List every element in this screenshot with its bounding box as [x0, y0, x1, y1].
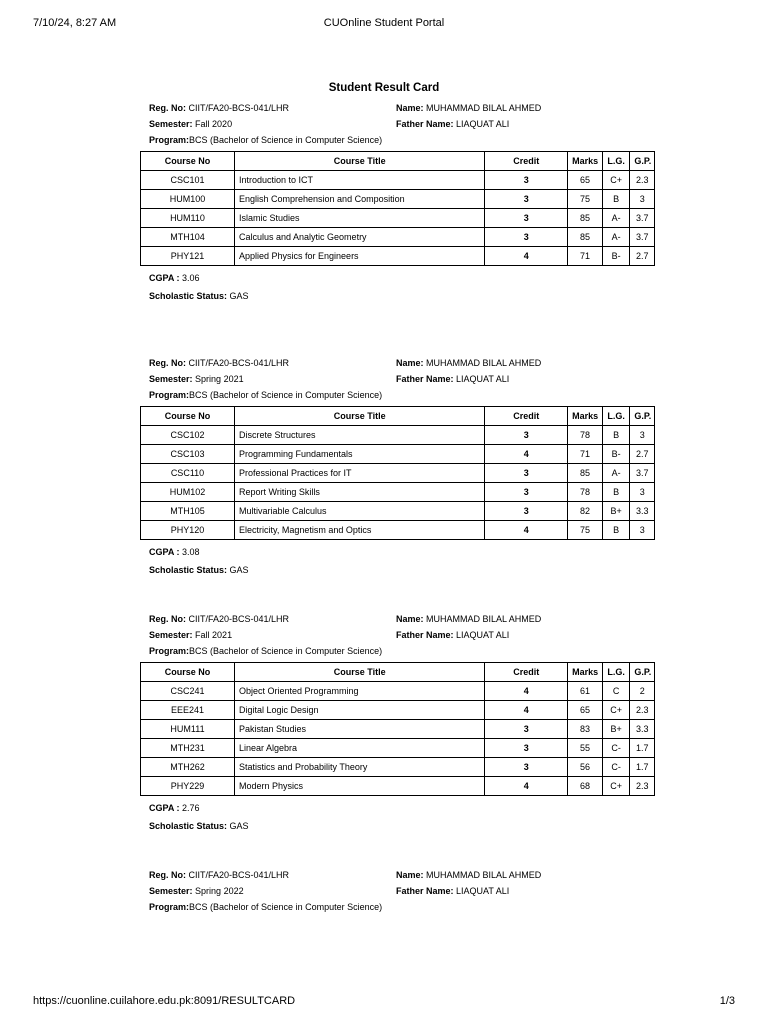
table-row [141, 777, 655, 796]
scholastic-status-row [149, 562, 655, 578]
table-cell: 3 [485, 228, 568, 247]
table-cell: C+ [602, 171, 630, 190]
semester-value: Spring 2021 [195, 374, 244, 384]
scholastic-status-row [149, 288, 655, 304]
column-header: Course Title [235, 407, 485, 426]
reg-no-row [149, 870, 289, 880]
table-cell: 4 [485, 445, 568, 464]
table-cell: 65 [568, 701, 603, 720]
program-value: BCS (Bachelor of Science in Computer Science) [189, 902, 383, 912]
table-cell: Report Writing Skills [235, 483, 485, 502]
table-row [141, 682, 655, 701]
student-info [140, 358, 655, 406]
semester-summary [140, 800, 655, 834]
table-cell: 4 [485, 701, 568, 720]
table-cell: 3 [485, 171, 568, 190]
table-cell: 3 [485, 483, 568, 502]
column-header: Marks [568, 407, 603, 426]
cgpa-value: 3.08 [182, 547, 200, 557]
semester-row [149, 886, 244, 896]
table-row [141, 445, 655, 464]
name-value: MUHAMMAD BILAL AHMED [426, 103, 542, 113]
table-cell: CSC103 [141, 445, 235, 464]
table-cell: A- [602, 228, 630, 247]
table-cell: 3 [485, 720, 568, 739]
cgpa-value: 3.06 [182, 273, 200, 283]
table-cell: Statistics and Probability Theory [235, 758, 485, 777]
table-row [141, 502, 655, 521]
table-cell: Islamic Studies [235, 209, 485, 228]
table-cell: CSC241 [141, 682, 235, 701]
table-cell: 2 [630, 682, 655, 701]
father-name-value: LIAQUAT ALI [456, 630, 510, 640]
table-cell: 3 [485, 464, 568, 483]
table-cell: 75 [568, 190, 603, 209]
table-cell: 4 [485, 521, 568, 540]
table-cell: Electricity, Magnetism and Optics [235, 521, 485, 540]
table-cell: Professional Practices for IT [235, 464, 485, 483]
cgpa-row [149, 544, 655, 560]
cgpa-label: CGPA : [149, 547, 180, 557]
student-info [140, 103, 655, 151]
father-name-row [396, 886, 509, 896]
table-cell: Introduction to ICT [235, 171, 485, 190]
reg-no-row [149, 614, 289, 624]
father-name-label: Father Name: [396, 630, 454, 640]
program-row [149, 902, 382, 912]
table-cell: 3.3 [630, 502, 655, 521]
cgpa-label: CGPA : [149, 273, 180, 283]
cgpa-row [149, 800, 655, 816]
table-row [141, 720, 655, 739]
column-header: G.P. [630, 663, 655, 682]
table-cell: Digital Logic Design [235, 701, 485, 720]
table-cell: 3.3 [630, 720, 655, 739]
program-label: Program: [149, 646, 190, 656]
table-row [141, 464, 655, 483]
table-cell: 68 [568, 777, 603, 796]
semester-block [140, 870, 655, 918]
table-row [141, 426, 655, 445]
semester-summary [140, 270, 655, 304]
semester-label: Semester: [149, 630, 193, 640]
table-cell: CSC101 [141, 171, 235, 190]
table-row [141, 701, 655, 720]
table-cell: 3 [485, 739, 568, 758]
semester-label: Semester: [149, 374, 193, 384]
table-cell: B [602, 190, 630, 209]
column-header: Marks [568, 663, 603, 682]
table-cell: PHY229 [141, 777, 235, 796]
program-value: BCS (Bachelor of Science in Computer Science) [189, 135, 383, 145]
table-cell: 3 [485, 758, 568, 777]
table-cell: 71 [568, 247, 603, 266]
table-cell: B [602, 426, 630, 445]
name-row [396, 870, 541, 880]
table-cell: 85 [568, 464, 603, 483]
column-header: L.G. [602, 663, 630, 682]
father-name-label: Father Name: [396, 886, 454, 896]
semester-label: Semester: [149, 119, 193, 129]
table-cell: 61 [568, 682, 603, 701]
table-cell: 3 [485, 502, 568, 521]
table-cell: 4 [485, 682, 568, 701]
semester-value: Fall 2021 [195, 630, 233, 640]
table-cell: C+ [602, 777, 630, 796]
reg-no-value: CIIT/FA20-BCS-041/LHR [188, 103, 290, 113]
table-cell: 1.7 [630, 739, 655, 758]
table-row [141, 521, 655, 540]
table-cell: C [602, 682, 630, 701]
reg-no-value: CIIT/FA20-BCS-041/LHR [188, 614, 290, 624]
program-row [149, 646, 382, 656]
table-cell: 71 [568, 445, 603, 464]
course-table [140, 406, 655, 540]
table-cell: 83 [568, 720, 603, 739]
name-row [396, 614, 541, 624]
cgpa-row [149, 270, 655, 286]
table-cell: MTH105 [141, 502, 235, 521]
semester-value: Fall 2020 [195, 119, 233, 129]
table-cell: Pakistan Studies [235, 720, 485, 739]
table-row [141, 190, 655, 209]
reg-no-label: Reg. No: [149, 103, 186, 113]
table-row [141, 209, 655, 228]
column-header: Credit [485, 152, 568, 171]
table-cell: 3.7 [630, 464, 655, 483]
program-label: Program: [149, 390, 190, 400]
table-cell: Calculus and Analytic Geometry [235, 228, 485, 247]
table-cell: 3.7 [630, 228, 655, 247]
course-table [140, 151, 655, 266]
table-row [141, 228, 655, 247]
father-name-value: LIAQUAT ALI [456, 374, 510, 384]
semester-row [149, 119, 232, 129]
name-value: MUHAMMAD BILAL AHMED [426, 358, 542, 368]
name-label: Name: [396, 358, 424, 368]
semester-row [149, 374, 244, 384]
program-label: Program: [149, 135, 190, 145]
table-cell: B [602, 521, 630, 540]
table-cell: B+ [602, 502, 630, 521]
scholastic-status-label: Scholastic Status: [149, 291, 228, 301]
table-cell: Applied Physics for Engineers [235, 247, 485, 266]
table-cell: PHY121 [141, 247, 235, 266]
table-header-row [141, 407, 655, 426]
table-cell: English Comprehension and Composition [235, 190, 485, 209]
semester-block [140, 103, 655, 304]
semester-summary [140, 544, 655, 578]
column-header: Course No [141, 663, 235, 682]
table-cell: 4 [485, 247, 568, 266]
table-cell: 3 [485, 426, 568, 445]
cgpa-value: 2.76 [182, 803, 200, 813]
table-cell: Linear Algebra [235, 739, 485, 758]
program-label: Program: [149, 902, 190, 912]
table-cell: CSC102 [141, 426, 235, 445]
table-cell: HUM110 [141, 209, 235, 228]
column-header: Course Title [235, 663, 485, 682]
table-header-row [141, 152, 655, 171]
father-name-row [396, 119, 509, 129]
table-cell: CSC110 [141, 464, 235, 483]
semester-label: Semester: [149, 886, 193, 896]
name-label: Name: [396, 870, 424, 880]
table-cell: 2.3 [630, 777, 655, 796]
table-row [141, 247, 655, 266]
student-info [140, 870, 655, 918]
print-url: https://cuonline.cuilahore.edu.pk:8091/RESULTCARD [33, 995, 296, 1007]
table-row [141, 171, 655, 190]
table-cell: 78 [568, 483, 603, 502]
reg-no-row [149, 358, 289, 368]
table-cell: C- [602, 758, 630, 777]
program-value: BCS (Bachelor of Science in Computer Science) [189, 646, 383, 656]
table-cell: Modern Physics [235, 777, 485, 796]
print-datetime: 7/10/24, 8:27 AM [33, 17, 117, 29]
table-cell: C- [602, 739, 630, 758]
name-value: MUHAMMAD BILAL AHMED [426, 614, 542, 624]
table-cell: 3 [630, 483, 655, 502]
table-cell: 2.3 [630, 701, 655, 720]
table-cell: 3 [630, 190, 655, 209]
scholastic-status-value: GAS [229, 821, 249, 831]
table-cell: 3 [485, 209, 568, 228]
table-row [141, 739, 655, 758]
semester-block [140, 614, 655, 834]
reg-no-label: Reg. No: [149, 614, 186, 624]
table-cell: HUM100 [141, 190, 235, 209]
program-value: BCS (Bachelor of Science in Computer Science) [189, 390, 383, 400]
name-label: Name: [396, 614, 424, 624]
table-cell: 55 [568, 739, 603, 758]
father-name-value: LIAQUAT ALI [456, 119, 510, 129]
reg-no-value: CIIT/FA20-BCS-041/LHR [188, 870, 290, 880]
father-name-value: LIAQUAT ALI [456, 886, 510, 896]
table-cell: 85 [568, 209, 603, 228]
table-row [141, 483, 655, 502]
column-header: Course Title [235, 152, 485, 171]
course-table [140, 662, 655, 796]
table-cell: MTH262 [141, 758, 235, 777]
table-cell: 2.3 [630, 171, 655, 190]
table-cell: 78 [568, 426, 603, 445]
column-header: G.P. [630, 152, 655, 171]
table-cell: B- [602, 247, 630, 266]
column-header: L.G. [602, 152, 630, 171]
column-header: Course No [141, 152, 235, 171]
table-cell: 85 [568, 228, 603, 247]
result-card-title: Student Result Card [328, 82, 440, 94]
scholastic-status-label: Scholastic Status: [149, 821, 228, 831]
table-cell: 3 [630, 521, 655, 540]
column-header: L.G. [602, 407, 630, 426]
scholastic-status-row [149, 818, 655, 834]
name-label: Name: [396, 103, 424, 113]
table-cell: B [602, 483, 630, 502]
reg-no-label: Reg. No: [149, 870, 186, 880]
father-name-row [396, 630, 509, 640]
table-cell: EEE241 [141, 701, 235, 720]
program-row [149, 135, 382, 145]
table-cell: 56 [568, 758, 603, 777]
student-info [140, 614, 655, 662]
table-cell: HUM102 [141, 483, 235, 502]
column-header: Marks [568, 152, 603, 171]
scholastic-status-value: GAS [229, 291, 249, 301]
table-cell: 3.7 [630, 209, 655, 228]
table-cell: 2.7 [630, 445, 655, 464]
table-cell: 75 [568, 521, 603, 540]
table-cell: C+ [602, 701, 630, 720]
semester-row [149, 630, 232, 640]
table-cell: HUM111 [141, 720, 235, 739]
column-header: Credit [485, 663, 568, 682]
table-cell: Object Oriented Programming [235, 682, 485, 701]
table-cell: B+ [602, 720, 630, 739]
table-cell: Multivariable Calculus [235, 502, 485, 521]
table-cell: Programming Fundamentals [235, 445, 485, 464]
table-row [141, 758, 655, 777]
table-cell: 3 [485, 190, 568, 209]
father-name-row [396, 374, 509, 384]
semester-value: Spring 2022 [195, 886, 244, 896]
reg-no-row [149, 103, 289, 113]
name-row [396, 358, 541, 368]
table-cell: Discrete Structures [235, 426, 485, 445]
name-row [396, 103, 541, 113]
table-cell: B- [602, 445, 630, 464]
table-cell: 1.7 [630, 758, 655, 777]
scholastic-status-value: GAS [229, 565, 249, 575]
father-name-label: Father Name: [396, 374, 454, 384]
table-cell: MTH231 [141, 739, 235, 758]
scholastic-status-label: Scholastic Status: [149, 565, 228, 575]
table-cell: 2.7 [630, 247, 655, 266]
cgpa-label: CGPA : [149, 803, 180, 813]
table-header-row [141, 663, 655, 682]
table-cell: 4 [485, 777, 568, 796]
reg-no-value: CIIT/FA20-BCS-041/LHR [188, 358, 290, 368]
column-header: G.P. [630, 407, 655, 426]
print-page-title: CUOnline Student Portal [323, 17, 445, 29]
table-cell: PHY120 [141, 521, 235, 540]
reg-no-label: Reg. No: [149, 358, 186, 368]
table-cell: MTH104 [141, 228, 235, 247]
name-value: MUHAMMAD BILAL AHMED [426, 870, 542, 880]
father-name-label: Father Name: [396, 119, 454, 129]
table-cell: 65 [568, 171, 603, 190]
table-cell: A- [602, 209, 630, 228]
column-header: Course No [141, 407, 235, 426]
table-cell: A- [602, 464, 630, 483]
table-cell: 3 [630, 426, 655, 445]
print-page-number: 1/3 [719, 995, 735, 1007]
table-cell: 82 [568, 502, 603, 521]
program-row [149, 390, 382, 400]
semester-block [140, 358, 655, 578]
column-header: Credit [485, 407, 568, 426]
